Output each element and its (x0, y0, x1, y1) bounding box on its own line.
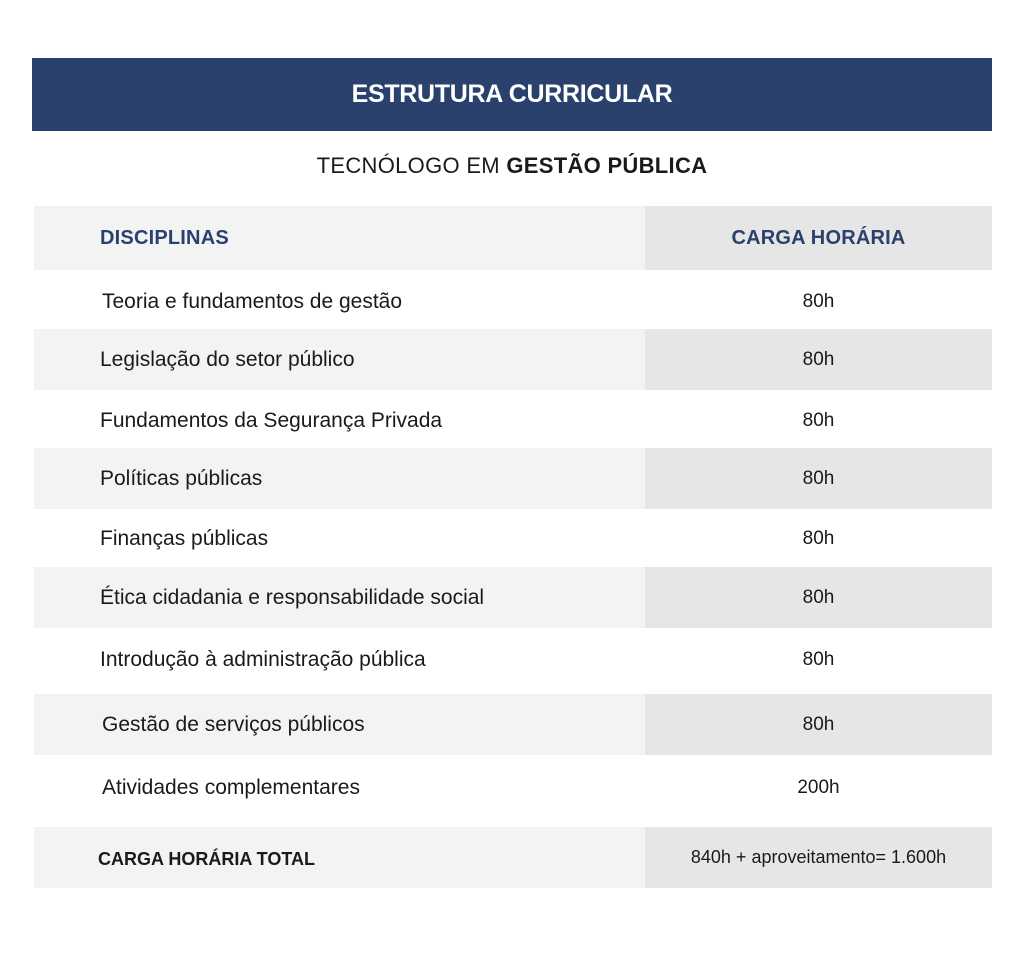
discipline-cell: Introdução à administração pública (100, 647, 426, 671)
table-row (34, 390, 992, 451)
table-row (34, 271, 992, 332)
hours-cell: 80h (802, 290, 835, 312)
column-header-disciplines: DISCIPLINAS (34, 206, 645, 270)
hours-cell: 80h (645, 694, 992, 755)
discipline-cell: Políticas públicas (34, 448, 645, 509)
hours-cell: 80h (645, 567, 992, 628)
table-row (34, 757, 992, 818)
discipline-cell: Atividades complementares (102, 775, 360, 799)
total-label: CARGA HORÁRIA TOTAL (34, 827, 645, 888)
hours-cell: 80h (802, 409, 835, 431)
table-row (34, 567, 992, 628)
table-row (34, 448, 992, 509)
table-total-row (34, 827, 992, 888)
table-row (34, 694, 992, 755)
discipline-cell: Legislação do setor público (34, 329, 645, 390)
discipline-cell: Ética cidadania e responsabilidade social (34, 567, 645, 628)
column-header-hours: CARGA HORÁRIA (645, 206, 992, 270)
discipline-cell: Finanças públicas (100, 526, 269, 550)
hours-cell: 80h (645, 329, 992, 390)
course-subtitle (0, 153, 1024, 179)
table-row (34, 508, 992, 569)
discipline-cell: Gestão de serviços públicos (34, 694, 645, 755)
table-row (34, 629, 992, 690)
hours-cell: 80h (645, 448, 992, 509)
discipline-cell: Fundamentos da Segurança Privada (100, 408, 443, 432)
hours-cell: 80h (802, 527, 835, 549)
hours-cell: 80h (802, 648, 835, 670)
table-header-row (34, 206, 992, 270)
title-banner (32, 58, 992, 131)
course-subtitle-prefix: TECNÓLOGO EM (316, 153, 507, 178)
course-name: GESTÃO PÚBLICA (506, 153, 708, 178)
page-title: ESTRUTURA CURRICULAR (351, 80, 673, 108)
discipline-cell: Teoria e fundamentos de gestão (102, 289, 403, 313)
table-row (34, 329, 992, 390)
total-value: 840h + aproveitamento= 1.600h (645, 827, 992, 888)
hours-cell: 200h (797, 776, 840, 798)
